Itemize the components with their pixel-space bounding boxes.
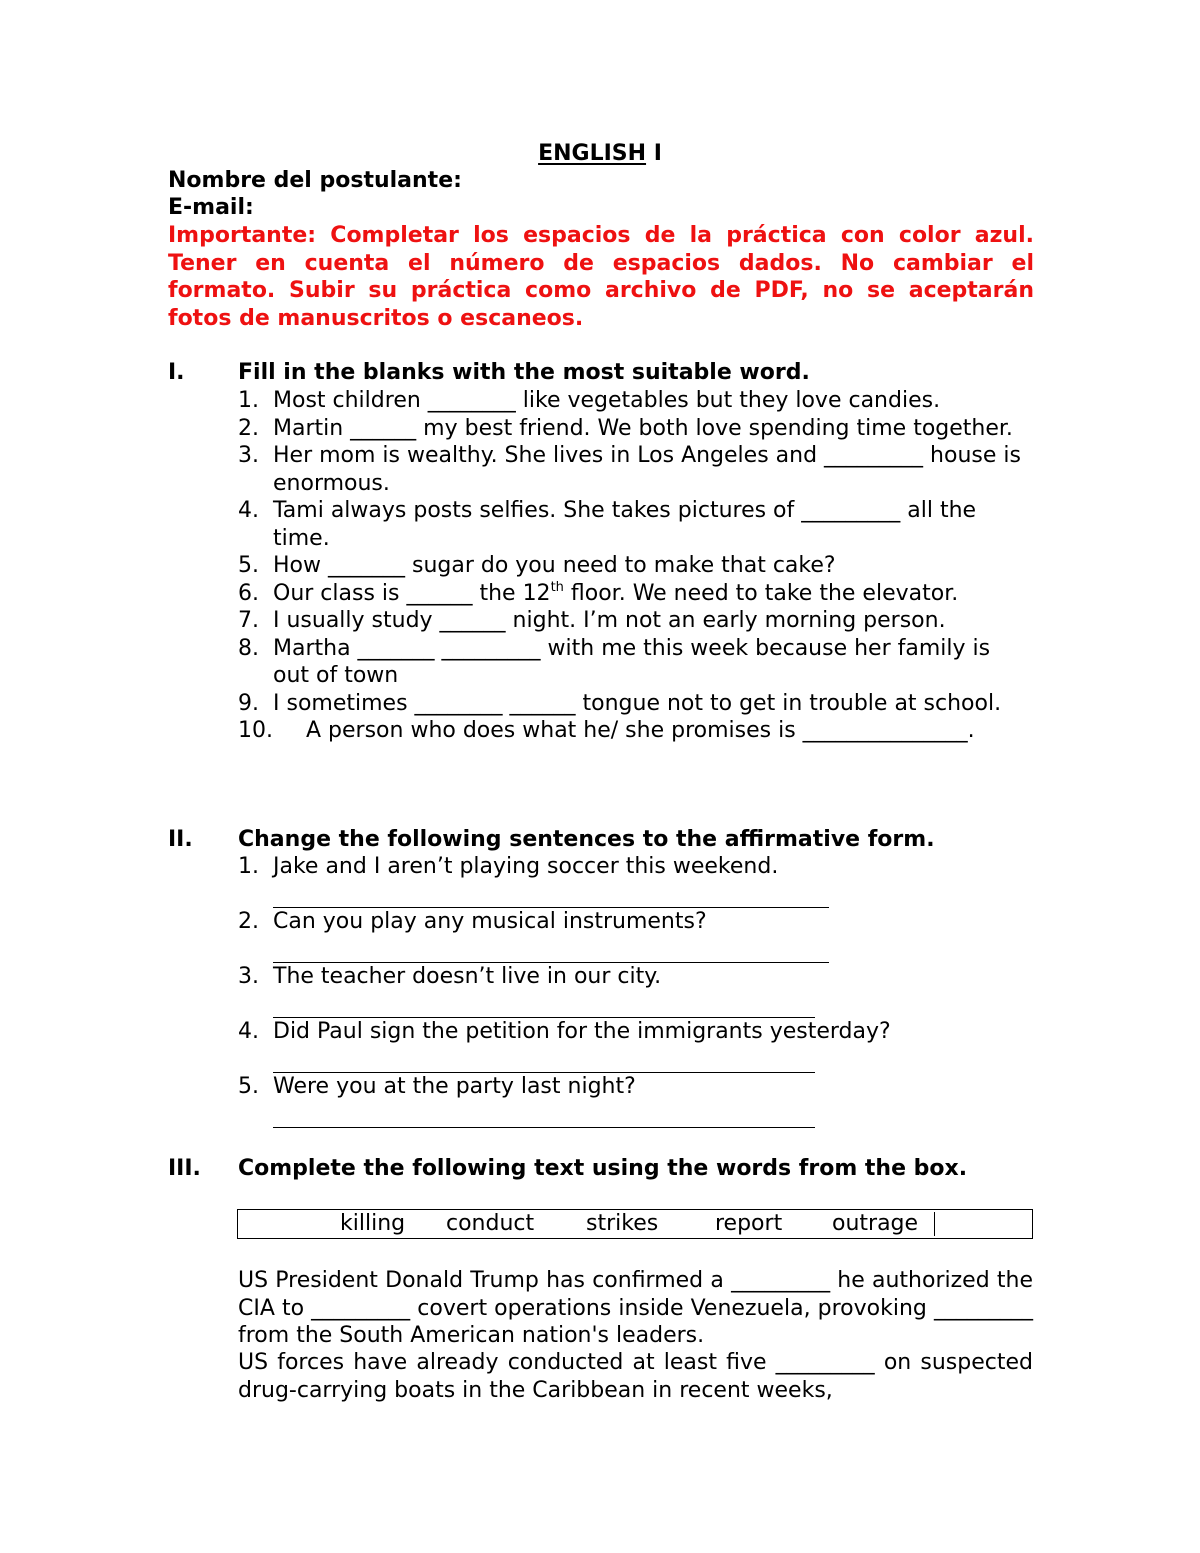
paragraph-1: US President Donald Trump has confirmed a _________ he authorized the CIA to _________ covert operations inside Venezuela, provoking _________ from the South American nation's leaders. bbox=[238, 1268, 1033, 1348]
document-title bbox=[0, 140, 1200, 168]
list-item bbox=[238, 580, 1028, 608]
item-text: A person who does what he/ she promises is _______________. bbox=[306, 718, 975, 743]
section-2-heading bbox=[168, 826, 935, 854]
word-strikes: strikes bbox=[586, 1211, 659, 1236]
list-item bbox=[238, 717, 1028, 745]
item-number: 2. bbox=[238, 415, 259, 441]
item-number: 1. bbox=[238, 854, 259, 879]
list-item bbox=[238, 1018, 1028, 1073]
section-3-title: Complete the following text using the words from the box. bbox=[238, 1156, 968, 1181]
answer-line[interactable] bbox=[273, 1046, 815, 1074]
item-number: 2. bbox=[238, 909, 259, 934]
item-text: Her mom is wealthy. She lives in Los Angeles and _________ house is enormous. bbox=[273, 443, 1021, 496]
word-conduct: conduct bbox=[446, 1211, 535, 1236]
list-item bbox=[238, 497, 1028, 552]
title-main: ENGLISH bbox=[538, 141, 647, 166]
item-text: Were you at the party last night? bbox=[273, 1074, 636, 1099]
section-1-heading bbox=[168, 359, 810, 387]
item-text: Our class is ______ the 12 bbox=[273, 580, 551, 606]
important-note: Importante: Completar los espacios de la práctica con color azul. Tener en cuenta el número de espacios dados. No cambiar el formato. Subir su práctica como archivo de PDF, no se aceptarán fotos de manuscritos o escaneos. bbox=[168, 223, 1034, 331]
section-1-list bbox=[238, 387, 1028, 745]
item-text: floor. We need to take the elevator. bbox=[563, 580, 959, 606]
item-number: 10. bbox=[238, 718, 273, 743]
word-outrage: outrage bbox=[832, 1211, 919, 1236]
item-text: How _______ sugar do you need to make that cake? bbox=[273, 553, 836, 578]
item-number: 5. bbox=[238, 553, 259, 578]
section-2-list bbox=[238, 853, 1028, 1128]
list-item bbox=[238, 635, 1028, 690]
list-item bbox=[238, 415, 1028, 443]
item-text: I sometimes ________ ______ tongue not to get in trouble at school. bbox=[273, 690, 1002, 716]
item-text: Jake and I aren’t playing soccer this weekend. bbox=[273, 854, 779, 879]
section-2-number: II. bbox=[168, 827, 193, 852]
item-text: I usually study ______ night. I’m not an early morning person. bbox=[273, 608, 946, 633]
section-2-title: Change the following sentences to the affirmative form. bbox=[238, 827, 935, 852]
superscript: th bbox=[550, 579, 564, 595]
word-report: report bbox=[715, 1211, 783, 1236]
word-box-divider bbox=[934, 1212, 935, 1236]
item-text: The teacher doesn’t live in our city. bbox=[273, 964, 662, 989]
item-text: Martha _______ _________ with me this week because her family is out of town bbox=[273, 635, 991, 688]
list-item bbox=[238, 442, 1028, 497]
answer-line[interactable] bbox=[273, 936, 829, 964]
item-number: 3. bbox=[238, 964, 259, 989]
item-text: Did Paul sign the petition for the immigrants yesterday? bbox=[273, 1019, 891, 1044]
list-item bbox=[238, 853, 1028, 908]
list-item bbox=[238, 387, 1028, 415]
list-item bbox=[238, 908, 1028, 963]
item-number: 6. bbox=[238, 580, 259, 606]
section-1-number: I. bbox=[168, 360, 185, 385]
item-text: Tami always posts selfies. She takes pictures of _________ all the time. bbox=[273, 498, 977, 551]
item-number: 4. bbox=[238, 1019, 259, 1044]
section-1-title: Fill in the blanks with the most suitable word. bbox=[238, 360, 810, 385]
email-label: E-mail: bbox=[168, 195, 254, 220]
list-item bbox=[238, 690, 1028, 718]
name-label: Nombre del postulante: bbox=[168, 168, 462, 193]
item-number: 8. bbox=[238, 635, 259, 661]
answer-line[interactable] bbox=[273, 1101, 815, 1129]
item-text: Most children ________ like vegetables but they love candies. bbox=[273, 388, 941, 413]
list-item bbox=[238, 963, 1028, 1018]
item-number: 1. bbox=[238, 388, 259, 413]
list-item bbox=[238, 607, 1028, 635]
item-number: 7. bbox=[238, 608, 259, 633]
section-3-heading bbox=[168, 1155, 967, 1183]
item-text: Can you play any musical instruments? bbox=[273, 909, 707, 934]
item-text: Martin ______ my best friend. We both love spending time together. bbox=[273, 415, 1013, 441]
answer-line[interactable] bbox=[273, 881, 829, 909]
word-killing: killing bbox=[340, 1211, 406, 1236]
answer-line[interactable] bbox=[273, 991, 815, 1019]
section-3-number: III. bbox=[168, 1156, 201, 1181]
item-number: 5. bbox=[238, 1074, 259, 1099]
item-number: 4. bbox=[238, 498, 259, 523]
list-item bbox=[238, 552, 1028, 580]
item-number: 3. bbox=[238, 443, 259, 468]
paragraph-2: US forces have already conducted at least five _________ on suspected drug-carrying boats in the Caribbean in recent weeks, bbox=[238, 1350, 1033, 1403]
item-number: 9. bbox=[238, 690, 259, 716]
title-suffix: I bbox=[646, 141, 662, 166]
word-box bbox=[237, 1209, 1033, 1239]
list-item bbox=[238, 1073, 1028, 1128]
